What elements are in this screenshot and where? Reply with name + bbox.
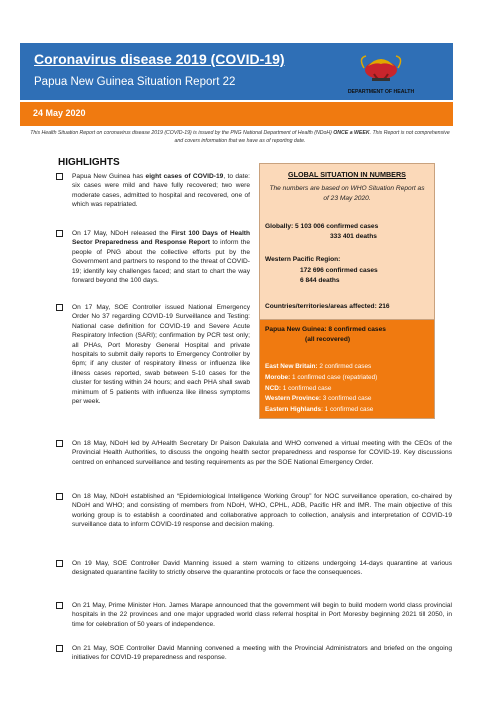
- global-cases: Globally: 5 103 006 confirmed cases: [265, 223, 379, 230]
- checkbox-bullet-icon: [56, 230, 63, 237]
- checkbox-bullet-icon: [56, 440, 63, 447]
- bullet-text: On 18 May, NDoH established an “Epidemiological Intelligence Working Group” for NOC surveillance operation, co-chaired by NDoH and WHO; and consisting of members from NDoH, WHO, CPHL, ADB, Pacific HR and IMR. The main objective of this working group is to establish a coordinated and collaborative approach to collection, analysis and interpretation of COVID-19 surveillance data to inform COVID-19 response and decision making.: [72, 493, 452, 529]
- disclaimer-text-1: This Health Situation Report on coronavirus disease 2019 (COVID-19) is issued by the PNG National Department of Health (NDoH): [30, 130, 334, 136]
- png-cases-box: [259, 319, 435, 419]
- disclaimer-emphasis: ONCE a WEEK: [333, 130, 370, 136]
- png-cases-heading: [265, 325, 386, 344]
- global-deaths: 333 401 deaths: [330, 233, 377, 240]
- highlight-bullet-4: [72, 439, 452, 467]
- province-cases: 1 confirmed case (repatriated): [292, 373, 378, 381]
- bullet-text: On 19 May, SOE Controller David Manning issued a stern warning to citizens undergoing 14-days quarantine at various designated quarantine facility to strictly observe the quarantine protocols or face the consequences.: [72, 560, 452, 577]
- highlight-bullet-7: [72, 601, 452, 629]
- province-name: Morobe:: [265, 373, 291, 381]
- province-row: [265, 394, 377, 405]
- checkbox-bullet-icon: [56, 493, 63, 500]
- province-cases: 2 confirmed cases: [319, 363, 372, 370]
- checkbox-bullet-icon: [56, 602, 63, 609]
- report-title: Coronavirus disease 2019 (COVID-19): [34, 51, 285, 67]
- bullet-text: On 17 May, SOE Controller issued National Emergency Order No 37 regarding COVID-19 Surveillance and Testing: National case definition for COVID-19 and Severe Acute Respiratory Infection (SARI); confirmation by PCR test only; all PHAs, Port Moresby General Hospital and private hospitals to submit daily reports to Emergency Controller by 6pm; if any cluster of respiratory illness or influenza like illness cases reported, swab between 5-10 cases for the cluster for testing within 24 hours; and each PHA shall swab minimum of 5 patients with influenza like illness symptoms per week.: [72, 304, 250, 406]
- province-name: Western Province:: [265, 395, 321, 403]
- logo-department-text: DEPARTMENT OF HEALTH: [347, 89, 415, 95]
- checkbox-bullet-icon: [56, 304, 63, 311]
- global-situation-box: [259, 163, 435, 321]
- bullet-text: On 21 May, SOE Controller David Manning convened a meeting with the Provincial Administrators and briefed on the ongoing initiatives for COVID-19 preparedness and response.: [72, 645, 452, 662]
- highlight-bullet-3: [72, 303, 250, 406]
- bullet-bold-text: eight cases of COVID-19: [145, 173, 224, 180]
- highlight-bullet-6: [72, 559, 452, 578]
- western-pacific-label: Western Pacific Region:: [265, 256, 341, 263]
- global-situation-heading: GLOBAL SITUATION IN NUMBERS: [288, 170, 406, 179]
- bullet-text: On 17 May, NDoH released the: [72, 230, 172, 237]
- report-disclaimer: [30, 130, 450, 145]
- highlight-bullet-1: [72, 172, 250, 210]
- bullet-text: On 18 May, NDoH led by A/Health Secretary Dr Paison Dakulala and WHO convened a virtual meeting with the CEOs of the Provincial Health Authorities, to discuss the ongoing health sector preparedness and response for COVID-19. Key discussions centred on enhanced surveillance and testing requirements as per the SOE National Emergency Order.: [72, 440, 452, 466]
- province-row: [265, 373, 377, 384]
- province-name: Eastern Highlands: [265, 406, 322, 414]
- report-date: 24 May 2020: [33, 108, 86, 118]
- western-pacific-deaths: 6 844 deaths: [300, 277, 340, 284]
- bullet-text: , to date: six cases were mild and have fully recovered; two were moderate cases, admitted to hospital and recovered, one of which was repatriated.: [72, 173, 251, 209]
- png-recovery-status: (all recovered): [305, 335, 351, 343]
- checkbox-bullet-icon: [56, 645, 63, 652]
- highlight-bullet-5: [72, 492, 452, 530]
- checkbox-bullet-icon: [56, 560, 63, 567]
- disclaimer-text-2: . This Report is not comprehensive and covers information that we have as of reporting date.: [174, 130, 450, 144]
- bullet-text: Papua New Guinea has: [72, 173, 146, 180]
- province-cases: 3 confirmed case: [322, 395, 372, 403]
- bullet-bold-text: First 100 Days of Health Sector Preparedness and Response Report: [72, 230, 250, 247]
- highlights-heading: HIGHLIGHTS: [58, 157, 120, 168]
- department-logo: [338, 48, 424, 100]
- province-row: [265, 384, 377, 395]
- province-row: [265, 362, 377, 373]
- countries-affected: Countries/territories/areas affected: 216: [265, 303, 390, 310]
- bullet-text: On 21 May, Prime Minister Hon. James Marape announced that the government will begin to build modern world class provincial hospitals in the 22 provinces and one major upgraded world class referral hospital in Port Moresby beginning 2021 till 2050, in time for celebration of 50 years of independence.: [72, 602, 452, 628]
- highlight-bullet-8: [72, 644, 452, 663]
- highlight-bullet-2: [72, 229, 250, 285]
- bird-of-paradise-emblem-icon: [338, 48, 424, 90]
- province-name: East New Britain:: [265, 363, 318, 370]
- global-situation-note: The numbers are based on WHO Situation Report as of 23 May 2020.: [269, 185, 425, 202]
- western-pacific-cases: 172 696 confirmed cases: [300, 267, 378, 274]
- province-row: [265, 405, 377, 416]
- png-total-cases: Papua New Guinea: 8 confirmed cases: [265, 326, 386, 333]
- report-subtitle: Papua New Guinea Situation Report 22: [34, 76, 236, 88]
- province-name: NCD:: [265, 384, 281, 392]
- province-cases: 1 confirmed case: [282, 384, 332, 392]
- province-cases: : 1 confirmed case: [321, 406, 374, 414]
- checkbox-bullet-icon: [56, 173, 63, 180]
- date-bar: [20, 102, 453, 126]
- province-case-list: [265, 362, 377, 416]
- bullet-text: to inform the people of PNG about the collective efforts put by the Government and partners to respond to the threat of COVID-19; identify key challenges faced; and start to chart the way forward beyond the 100 days.: [72, 239, 250, 285]
